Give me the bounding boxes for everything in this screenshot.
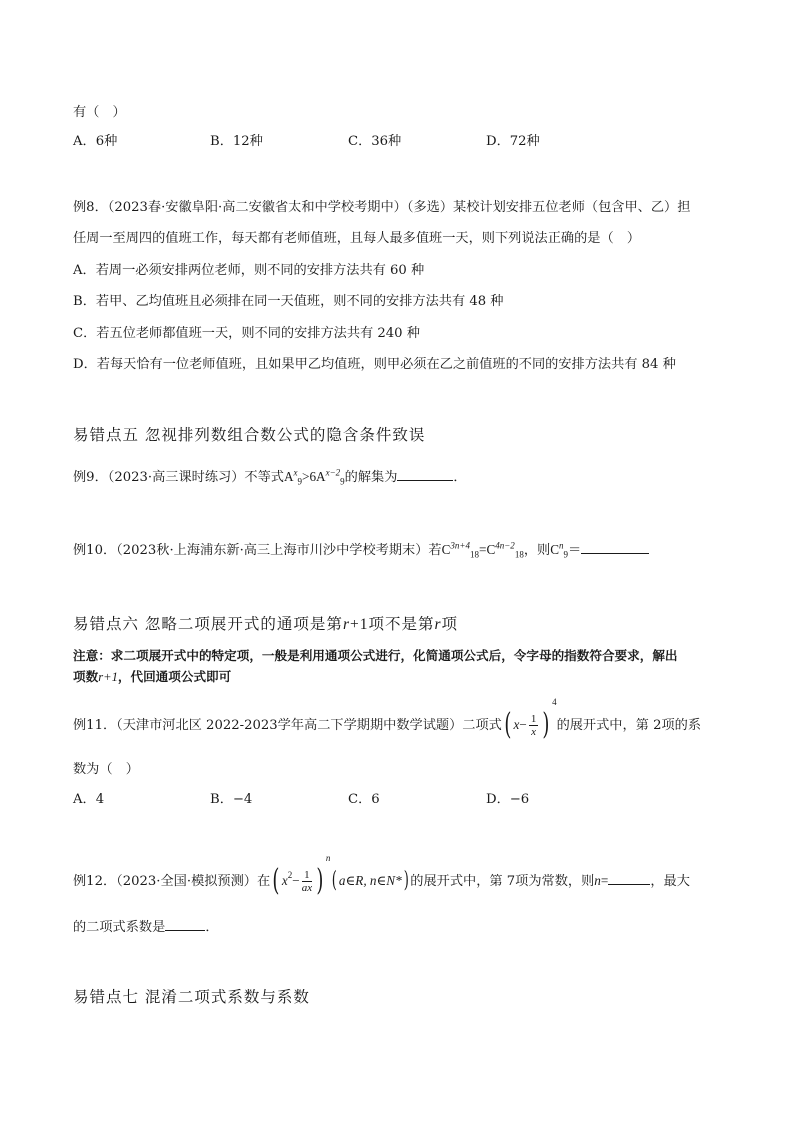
section-heading-7: 易错点七 混淆二项式系数与系数 — [73, 988, 310, 1006]
q11-option-a: A．4 — [73, 792, 105, 807]
q10-answer-blank — [581, 541, 649, 554]
q7-stem-tail: 有（ ） — [73, 105, 126, 120]
q7-option-b: B．12种 — [210, 134, 263, 149]
q12-prefix: 例12．（2023·全国·模拟预测）在 — [73, 874, 271, 889]
q11-option-b: B．−4 — [210, 792, 253, 807]
q9-stem — [73, 468, 467, 487]
q11-formula: ( x− $\frac{1}{x}$ )$^4$ — [504, 697, 557, 742]
section-heading-6: 易错点六 忽略二项展开式的通项是第r+1项不是第r项 — [73, 615, 459, 633]
q9-suffix: ． — [453, 470, 467, 485]
q8-stem-line2: 任周一至周四的值班工作，每天都有老师值班，且每人最多值班一天，则下列说法正确的是（ ） — [73, 231, 641, 246]
q12-mid: 的展开式中，第 7项为常数，则 — [410, 874, 595, 889]
q11-option-c: C．6 — [348, 792, 380, 807]
note-line2: 项数r+1，代回通项公式即可 — [73, 669, 232, 684]
section-heading-5: 易错点五 忽视排列数组合数公式的隐含条件致误 — [73, 426, 426, 444]
q9-formula: $A^x_9>6A^{x-2}_9$ — [283, 467, 345, 487]
q10-prefix: 例10．（2023秋·上海浦东新·高三上海市川沙中学校考期末）若 — [73, 543, 442, 558]
q12-answer-blank-coef — [165, 918, 205, 931]
q12-mid2: ，最大 — [650, 874, 690, 889]
q11-stem-line1 — [73, 697, 702, 742]
q7-option-a: A．6种 — [73, 134, 118, 149]
q12-stem-line1: 例12．（2023·全国·模拟预测）在( $x^2-$ $\frac{1}{ax}$ )$^n$( a∈R, n∈N*) 的展开式中，第 7项为常数，则n= ，最大 — [73, 853, 690, 899]
q8-option-c: C．若五位老师都值班一天，则不同的安排方法共有 240 种 — [73, 326, 420, 341]
q11-suffix: 的展开式中，第 2项的系 — [556, 717, 702, 733]
q7-option-d: D．72种 — [486, 134, 540, 149]
q9-prefix: 例9．（2023·高三课时练习）不等式 — [73, 470, 284, 485]
q9-mid: 的解集为 — [344, 470, 398, 485]
q10-mid: ，则 — [523, 543, 551, 558]
q10-formula-2: $C^n_9$ — [550, 540, 568, 560]
q11-option-d: D．−6 — [486, 792, 530, 807]
note-line1: 注意：求二项展开式中的特定项，一般是利用通项公式进行，化简通项公式后，令字母的指数符合要求，解出 — [73, 648, 678, 663]
q11-prefix: 例11．（天津市河北区 2022-2023学年高二下学期期中数学试题）二项式 — [73, 717, 502, 733]
q10-suffix: ＝ — [567, 543, 582, 558]
q12-formula: ( $x^2-$ $\frac{1}{ax}$ )$^n$( a∈R, n∈N*) — [272, 853, 409, 899]
q12-answer-blank-n — [608, 872, 650, 885]
q11-stem-line2: 数为（ ） — [73, 762, 139, 777]
q9-answer-blank — [397, 468, 453, 481]
q8-option-d: D．若每天恰有一位老师值班，且如果甲乙均值班，则甲必须在乙之前值班的不同的安排方法共有 84 种 — [73, 357, 676, 372]
q7-option-c: C．36种 — [348, 134, 402, 149]
q8-option-a: A．若周一必须安排两位老师，则不同的安排方法共有 60 种 — [73, 263, 425, 278]
q12-stem-line2: 的二项式系数是 ． — [73, 920, 219, 935]
q10-formula: $C^{3n+4}_{18}=C^{4n-2}_{18}$ — [441, 540, 524, 560]
q8-stem-line1: 例8．（2023春·安徽阜阳·高二安徽省太和中学校考期中）（多选）某校计划安排五位老师（包含甲、乙）担 — [73, 200, 691, 215]
q8-option-b: B．若甲、乙均值班且必须排在同一天值班，则不同的安排方法共有 48 种 — [73, 294, 504, 309]
q10-stem — [73, 541, 649, 560]
